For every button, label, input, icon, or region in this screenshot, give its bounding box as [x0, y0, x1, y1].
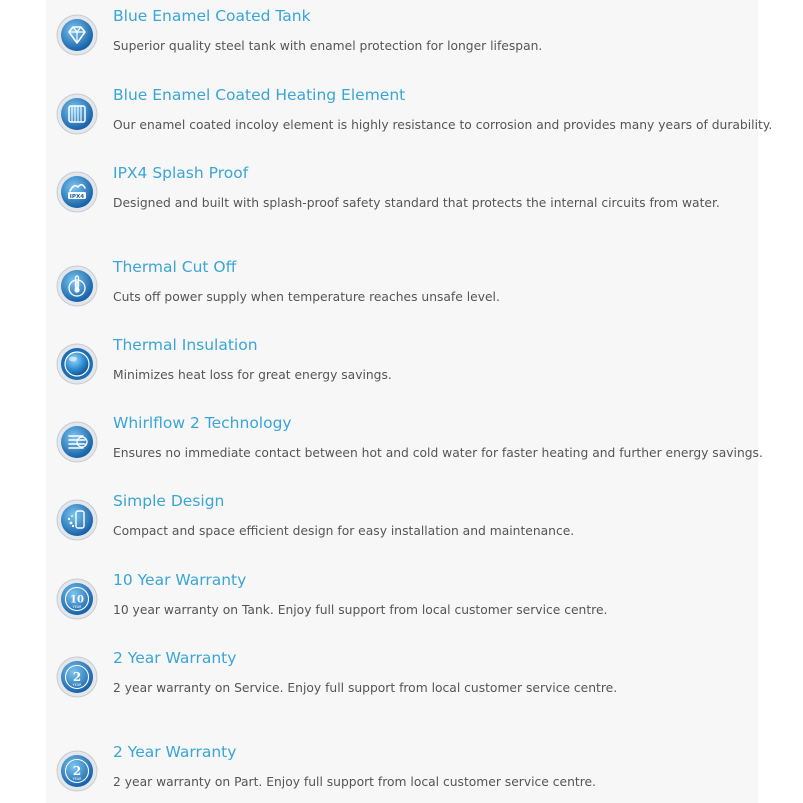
feature-description: Compact and space efficient design for easy installation and maintenance. — [113, 524, 575, 538]
feature-description: 2 year warranty on Service. Enjoy full support from local customer service centre. — [113, 681, 618, 695]
heating-element-icon — [56, 93, 98, 135]
feature-item — [46, 742, 758, 802]
simple-design-icon — [56, 499, 98, 541]
whirlflow-icon — [56, 421, 98, 463]
2-year-badge-icon — [56, 750, 98, 792]
feature-item — [46, 648, 758, 708]
feature-item — [46, 413, 763, 473]
feature-item — [46, 335, 758, 395]
ipx4-label: IPX4 — [69, 193, 85, 200]
feature-description: Superior quality steel tank with enamel protection for longer lifespan. — [113, 39, 543, 53]
feature-title: IPX4 Splash Proof — [113, 164, 249, 182]
feature-item — [46, 163, 758, 223]
feature-title: Blue Enamel Coated Heating Element — [113, 86, 406, 104]
badge-subtext: YEAR — [72, 777, 82, 781]
feature-description: Ensures no immediate contact between hot and cold water for faster heating and further energy savings. — [113, 446, 763, 460]
badge-number: 10 — [70, 594, 84, 606]
feature-title: Thermal Insulation — [113, 336, 258, 354]
feature-item — [46, 257, 758, 317]
diamond-icon — [56, 14, 98, 56]
feature-item — [46, 570, 758, 630]
features-panel — [46, 0, 773, 803]
badge-number: 2 — [72, 764, 82, 778]
feature-item — [46, 6, 758, 66]
feature-title: Whirlflow 2 Technology — [113, 414, 292, 432]
thermometer-icon — [56, 265, 98, 307]
badge-subtext: YEAR — [72, 605, 82, 609]
feature-title: 10 Year Warranty — [113, 571, 247, 589]
feature-description: 10 year warranty on Tank. Enjoy full support from local customer service centre. — [113, 603, 608, 617]
feature-item — [46, 85, 773, 145]
10-year-badge-icon — [56, 578, 98, 620]
feature-description: 2 year warranty on Part. Enjoy full support from local customer service centre. — [113, 775, 596, 789]
feature-title: Blue Enamel Coated Tank — [113, 7, 311, 25]
badge-number: 2 — [72, 670, 82, 684]
insulation-sphere-icon — [56, 343, 98, 385]
2-year-badge-icon — [56, 656, 98, 698]
feature-item — [46, 491, 758, 551]
ipx4-splash-icon — [56, 171, 98, 213]
feature-title: 2 Year Warranty — [113, 649, 237, 667]
feature-title: Simple Design — [113, 492, 225, 510]
badge-subtext: YEAR — [72, 683, 82, 687]
feature-description: Designed and built with splash-proof safety standard that protects the internal circuits from water. — [113, 196, 720, 210]
feature-description: Cuts off power supply when temperature reaches unsafe level. — [113, 290, 500, 304]
feature-title: 2 Year Warranty — [113, 743, 237, 761]
feature-description: Minimizes heat loss for great energy savings. — [113, 368, 392, 382]
feature-title: Thermal Cut Off — [113, 258, 237, 276]
feature-description: Our enamel coated incoloy element is highly resistance to corrosion and provides many years of durability. — [113, 118, 773, 132]
